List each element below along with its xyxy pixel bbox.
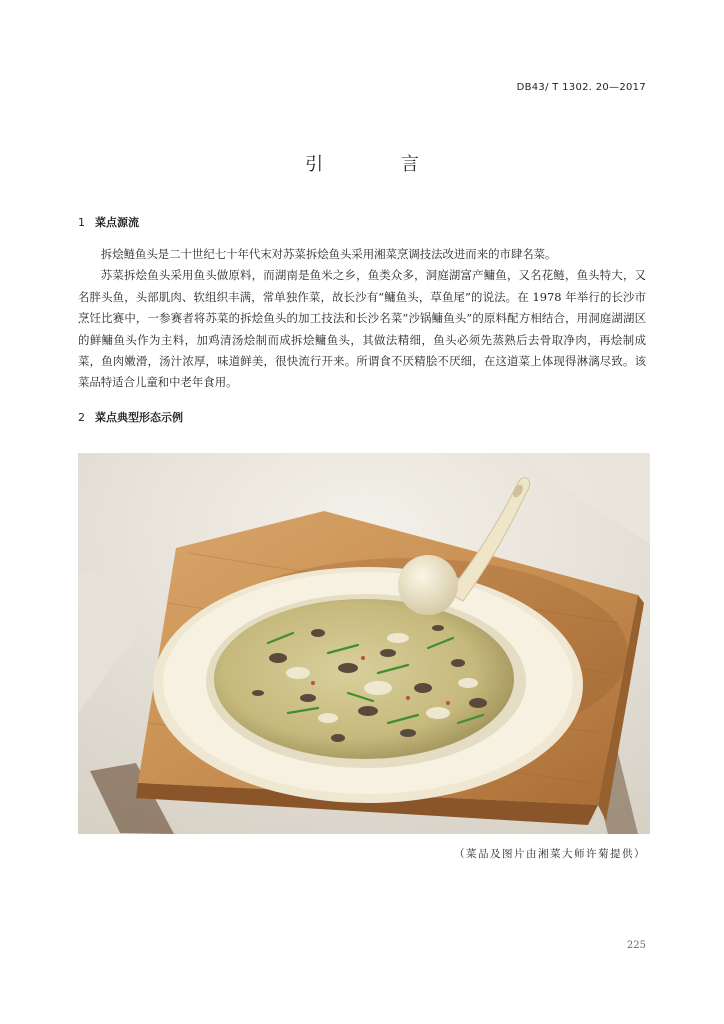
section-1-heading	[78, 214, 139, 230]
standard-code: DB43/ T 1302. 20—2017	[516, 82, 646, 93]
section-2-heading	[78, 409, 183, 425]
section-2-number: 2	[78, 411, 85, 424]
body-paragraph: 拆烩鲢鱼头是二十世纪七十年代末对苏菜拆烩鱼头采用湘菜烹调技法改进而来的市肆名菜。	[100, 247, 557, 261]
section-2-title: 菜点典型形态示例	[95, 411, 183, 424]
section-1-body	[78, 244, 646, 394]
photo-caption: （菜品及图片由湘菜大师许菊提供）	[454, 848, 646, 860]
body-paragraph: 苏菜拆烩鱼头采用鱼头做原料，而湖南是鱼米之乡，鱼类众多，洞庭湖富产鳙鱼，又名花鲢，鱼头特大，又名胖头鱼，头部肌肉、软组织丰满，常单独作菜，故长沙有“鳙鱼头，草鱼尾”的说法。在 1978 年举行的长沙市烹饪比赛中，一参赛者将苏菜的拆烩鱼头的加工技法和长沙名菜“沙锅鳙鱼头”的原料配方相结合，用洞庭湖湖区的鲜鳙鱼头作为主料，加鸡清汤烩制而成拆烩鳙鱼头，其做法精细，鱼头必须先蒸熟后去骨取净肉，再烩制成菜，鱼肉嫩滑，汤汁浓厚，味道鲜美，很快流行开来。所谓食不厌精脍不厌细，在这道菜上体现得淋漓尽致。该菜品特适合儿童和中老年食用。	[78, 268, 646, 390]
dish-photo	[78, 453, 650, 834]
page-title: 引 言	[305, 154, 455, 175]
section-1-number: 1	[78, 216, 85, 229]
page-number: 225	[626, 940, 646, 951]
section-1-title: 菜点源流	[95, 216, 139, 229]
